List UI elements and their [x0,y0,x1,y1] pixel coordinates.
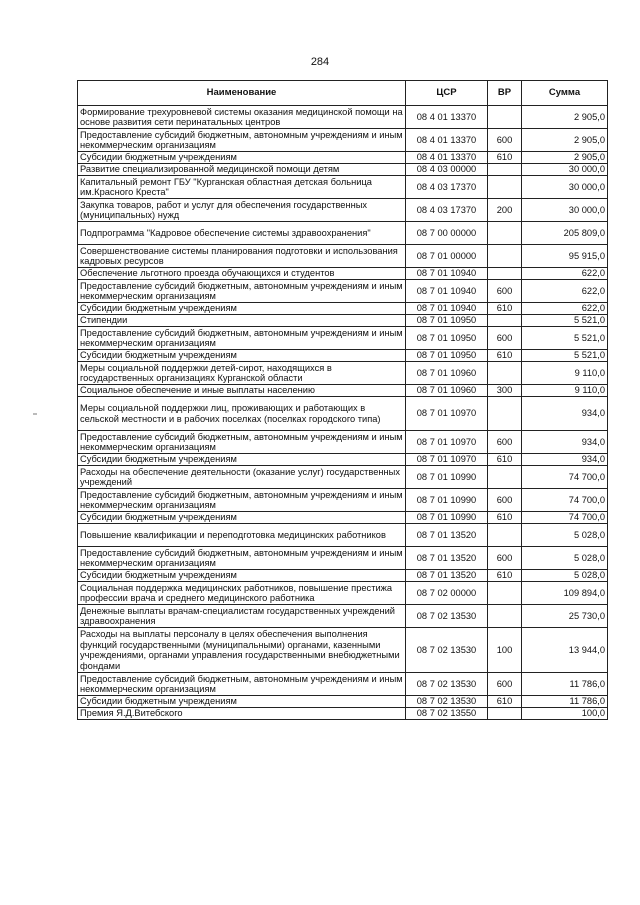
table-row [78,129,608,152]
row-name: Субсидии бюджетным учреждениям [78,570,406,582]
row-sum: 30 000,0 [522,164,608,176]
row-sum: 109 894,0 [522,582,608,605]
row-vr: 610 [488,512,522,524]
row-vr: 600 [488,547,522,570]
row-vr [488,524,522,547]
row-sum: 5 521,0 [522,315,608,327]
table-row [78,315,608,327]
table-row [78,245,608,268]
row-vr [488,362,522,385]
row-name: Предоставление субсидий бюджетным, автономным учреждениям и иным некоммерческим организациям [78,327,406,350]
row-vr: 610 [488,152,522,164]
row-csr: 08 7 01 10940 [406,303,488,315]
row-name: Премия Я.Д.Витебского [78,708,406,720]
row-name: Предоставление субсидий бюджетным, автономным учреждениям и иным некоммерческим организациям [78,280,406,303]
row-name: Субсидии бюджетным учреждениям [78,350,406,362]
row-vr: 600 [488,431,522,454]
row-csr: 08 7 02 13550 [406,708,488,720]
row-vr: 300 [488,385,522,397]
row-vr: 610 [488,696,522,708]
row-sum: 74 700,0 [522,512,608,524]
row-vr: 600 [488,327,522,350]
table-row [78,673,608,696]
row-csr: 08 7 02 13530 [406,696,488,708]
row-vr [488,222,522,245]
row-name: Расходы на выплаты персоналу в целях обеспечения выполнения функций государственными (муниципальными) органами, казенными учреждениями, органами управления государственными внебюджетными фондами [78,628,406,673]
table-row [78,362,608,385]
page-number: 284 [310,56,330,68]
row-csr: 08 7 01 10970 [406,431,488,454]
row-csr: 08 7 01 10990 [406,466,488,489]
row-sum: 622,0 [522,303,608,315]
row-vr: 610 [488,454,522,466]
row-csr: 08 4 03 17370 [406,199,488,222]
row-name: Субсидии бюджетным учреждениям [78,303,406,315]
row-vr: 600 [488,673,522,696]
row-csr: 08 7 01 10950 [406,350,488,362]
row-name: Повышение квалификации и переподготовка медицинских работников [78,524,406,547]
row-name: Предоставление субсидий бюджетным, автономным учреждениям и иным некоммерческим организациям [78,547,406,570]
table-row [78,303,608,315]
row-csr: 08 4 01 13370 [406,152,488,164]
row-csr: 08 7 01 13520 [406,524,488,547]
table-row [78,582,608,605]
row-vr: 600 [488,280,522,303]
row-name: Совершенствование системы планирования подготовки и использования кадровых ресурсов [78,245,406,268]
row-sum: 5 028,0 [522,524,608,547]
row-vr: 610 [488,303,522,315]
row-name: Субсидии бюджетным учреждениям [78,696,406,708]
row-sum: 934,0 [522,431,608,454]
table-row [78,466,608,489]
table-row [78,570,608,582]
row-sum: 95 915,0 [522,245,608,268]
row-vr [488,315,522,327]
header-csr: ЦСР [406,81,488,106]
row-csr: 08 4 01 13370 [406,129,488,152]
row-name: Стипендии [78,315,406,327]
row-csr: 08 7 00 00000 [406,222,488,245]
row-csr: 08 7 01 10940 [406,280,488,303]
row-name: Капитальный ремонт ГБУ "Курганская областная детская больница им.Красного Креста" [78,176,406,199]
row-name: Предоставление субсидий бюджетным, автономным учреждениям и иным некоммерческим организациям [78,673,406,696]
row-vr: 610 [488,350,522,362]
row-name: Расходы на обеспечение деятельности (оказание услуг) государственных учреждений [78,466,406,489]
row-sum: 622,0 [522,268,608,280]
row-name: Меры социальной поддержки детей-сирот, находящихся в государственных организациях Курганской области [78,362,406,385]
row-csr: 08 7 01 10960 [406,362,488,385]
row-sum: 9 110,0 [522,385,608,397]
row-csr: 08 7 01 10970 [406,397,488,431]
row-csr: 08 7 01 10950 [406,327,488,350]
row-name: Субсидии бюджетным учреждениям [78,454,406,466]
row-vr [488,582,522,605]
row-csr: 08 7 01 13520 [406,570,488,582]
row-vr [488,164,522,176]
table-row [78,489,608,512]
row-sum: 100,0 [522,708,608,720]
row-sum: 74 700,0 [522,489,608,512]
row-csr: 08 4 03 17370 [406,176,488,199]
budget-table [77,80,608,720]
row-sum: 934,0 [522,454,608,466]
row-sum: 5 521,0 [522,350,608,362]
table-row [78,164,608,176]
table-header-row [78,81,608,106]
table-row [78,280,608,303]
row-vr: 200 [488,199,522,222]
row-name: Субсидии бюджетным учреждениям [78,512,406,524]
table-row [78,524,608,547]
row-vr [488,605,522,628]
table-row [78,397,608,431]
row-sum: 11 786,0 [522,696,608,708]
row-vr: 610 [488,570,522,582]
row-csr: 08 7 01 10950 [406,315,488,327]
row-csr: 08 7 01 10990 [406,512,488,524]
table-row [78,431,608,454]
row-csr: 08 7 01 10940 [406,268,488,280]
row-name: Подпрограмма "Кадровое обеспечение системы здравоохранения" [78,222,406,245]
row-name: Социальное обеспечение и иные выплаты населению [78,385,406,397]
table-row [78,152,608,164]
row-name: Субсидии бюджетным учреждениям [78,152,406,164]
row-csr: 08 7 01 00000 [406,245,488,268]
row-csr: 08 4 01 13370 [406,106,488,129]
row-sum: 5 028,0 [522,570,608,582]
row-name: Формирование трехуровневой системы оказания медицинской помощи на основе развития сети перинатальных центров [78,106,406,129]
row-name: Социальная поддержка медицинских работников, повышение престижа профессии врача и среднего медицинского работника [78,582,406,605]
table-row [78,708,608,720]
row-csr: 08 4 03 00000 [406,164,488,176]
row-vr [488,397,522,431]
row-name: Предоставление субсидий бюджетным, автономным учреждениям и иным некоммерческим организациям [78,431,406,454]
row-name: Денежные выплаты врачам-специалистам государственных учреждений здравоохранения [78,605,406,628]
header-name: Наименование [78,81,406,106]
table-row [78,512,608,524]
row-sum: 9 110,0 [522,362,608,385]
table-row [78,199,608,222]
table-row [78,327,608,350]
row-name: Меры социальной поддержки лиц, проживающих и работающих в сельской местности и в рабочих поселках (поселках городского типа) [78,397,406,431]
header-sum: Сумма [522,81,608,106]
table-row [78,454,608,466]
row-csr: 08 7 02 13530 [406,673,488,696]
table-row [78,547,608,570]
table-row [78,628,608,673]
table-row [78,605,608,628]
row-sum: 2 905,0 [522,129,608,152]
row-csr: 08 7 02 00000 [406,582,488,605]
row-vr [488,245,522,268]
row-sum: 934,0 [522,397,608,431]
row-csr: 08 7 01 10960 [406,385,488,397]
row-sum: 74 700,0 [522,466,608,489]
row-sum: 5 028,0 [522,547,608,570]
row-csr: 08 7 01 13520 [406,547,488,570]
row-name: Закупка товаров, работ и услуг для обеспечения государственных (муниципальных) нужд [78,199,406,222]
row-sum: 25 730,0 [522,605,608,628]
row-sum: 2 905,0 [522,152,608,164]
table-row [78,385,608,397]
row-sum: 2 905,0 [522,106,608,129]
scan-mark [33,413,37,415]
row-name: Предоставление субсидий бюджетным, автономным учреждениям и иным некоммерческим организациям [78,489,406,512]
row-name: Предоставление субсидий бюджетным, автономным учреждениям и иным некоммерческим организациям [78,129,406,152]
row-name: Развитие специализированной медицинской помощи детям [78,164,406,176]
row-name: Обеспечение льготного проезда обучающихся и студентов [78,268,406,280]
table-row [78,350,608,362]
row-csr: 08 7 02 13530 [406,628,488,673]
row-vr [488,176,522,199]
table-row [78,176,608,199]
row-csr: 08 7 01 10970 [406,454,488,466]
row-sum: 11 786,0 [522,673,608,696]
row-csr: 08 7 02 13530 [406,605,488,628]
row-sum: 30 000,0 [522,176,608,199]
row-vr [488,106,522,129]
row-sum: 30 000,0 [522,199,608,222]
table-row [78,696,608,708]
row-vr [488,466,522,489]
row-vr [488,708,522,720]
row-sum: 622,0 [522,280,608,303]
table-row [78,268,608,280]
row-vr [488,268,522,280]
header-vr: ВР [488,81,522,106]
row-sum: 205 809,0 [522,222,608,245]
row-sum: 13 944,0 [522,628,608,673]
table-row [78,222,608,245]
table-row [78,106,608,129]
row-vr: 600 [488,489,522,512]
row-vr: 600 [488,129,522,152]
row-vr: 100 [488,628,522,673]
row-csr: 08 7 01 10990 [406,489,488,512]
row-sum: 5 521,0 [522,327,608,350]
